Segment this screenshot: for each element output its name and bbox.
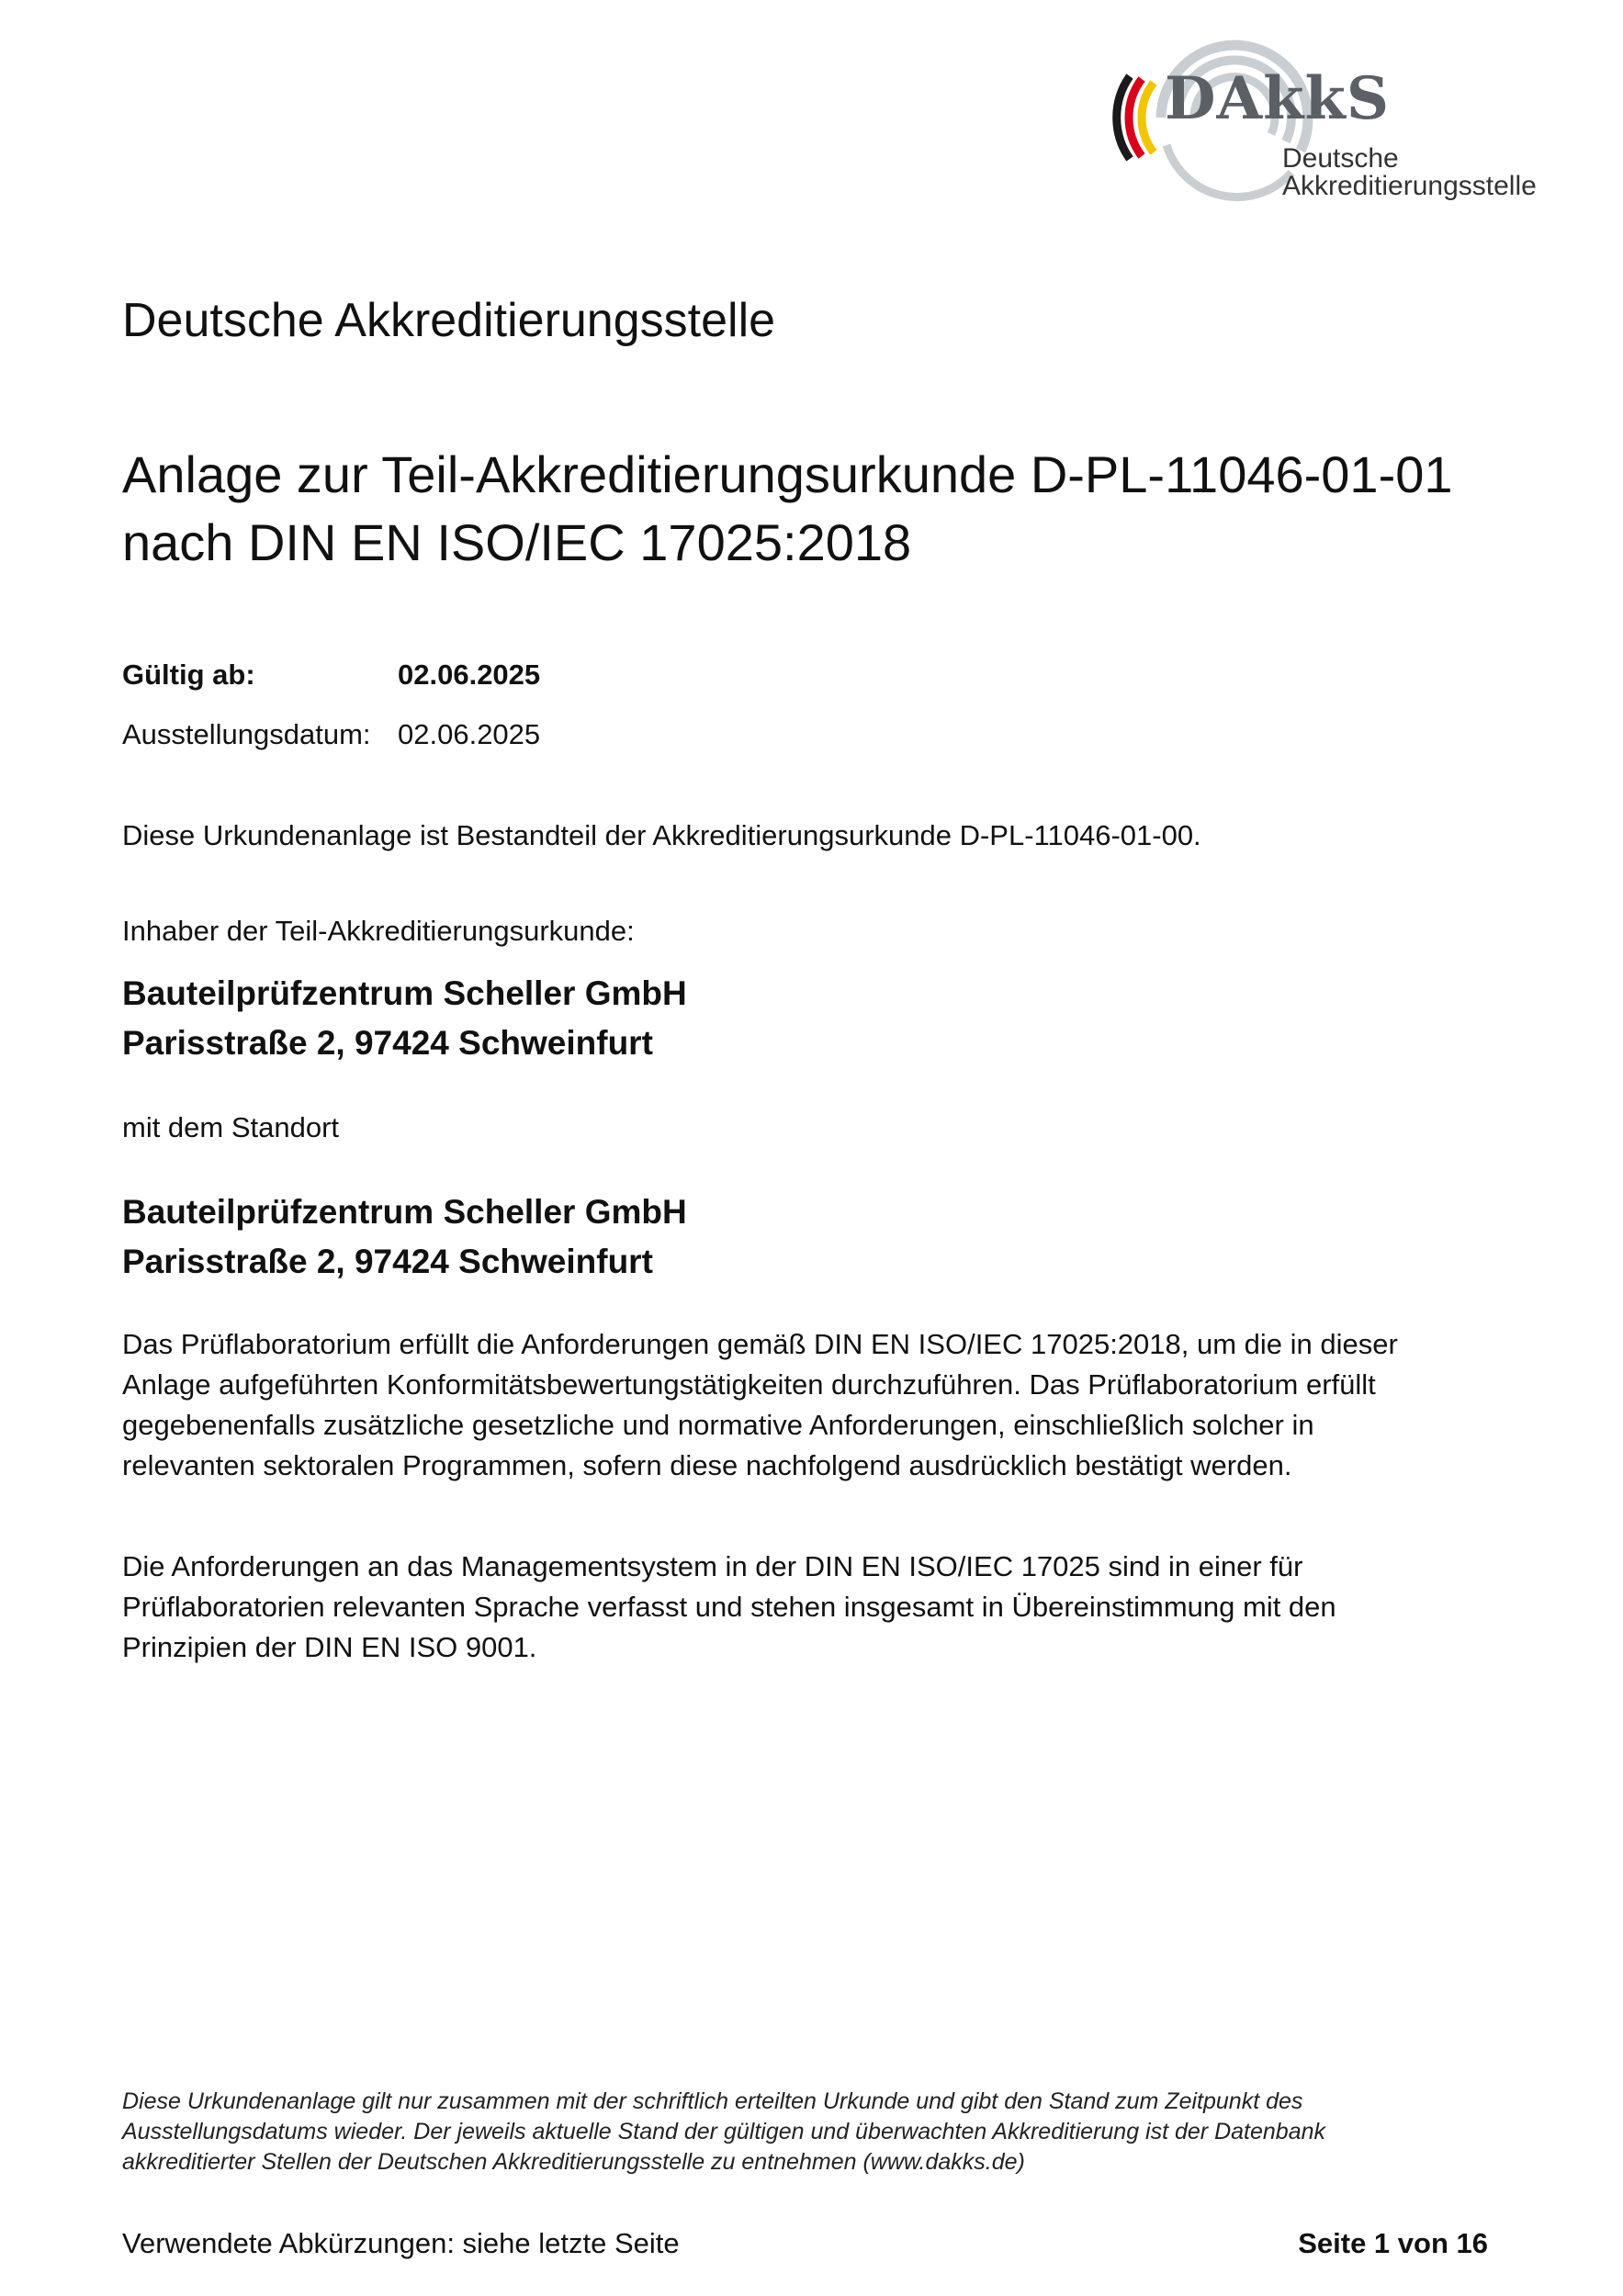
issue-date-label: Ausstellungsdatum: [122, 718, 371, 750]
site-name: Bauteilprüfzentrum Scheller GmbH [122, 1193, 687, 1231]
footer-disclaimer [122, 2087, 1500, 2178]
logo-wordmark: DAkkS [1165, 64, 1391, 133]
paragraph-line: Prüflaboratorien relevanten Sprache verfasst und stehen insgesamt in Übereinstimmung mit den [122, 1591, 1336, 1623]
organization-heading: Deutsche Akkreditierungsstelle [122, 294, 776, 347]
paragraph-line: Anlage aufgeführten Konformitätsbewertungstätigkeiten durchzuführen. Das Prüflaboratorium erfüllt [122, 1368, 1376, 1401]
holder-address: Parisstraße 2, 97424 Schweinfurt [122, 1024, 653, 1062]
valid-from-value: 02.06.2025 [398, 658, 541, 691]
paragraph-line: gegebenenfalls zusätzliche gesetzliche und normative Anforderungen, einschließlich solcher in [122, 1409, 1314, 1441]
paragraph-line: Die Anforderungen an das Managementsystem in der DIN EN ISO/IEC 17025 sind in einer für [122, 1550, 1303, 1582]
title-line-1: Anlage zur Teil-Akkreditierungsurkunde D-PL-11046-01-01 [122, 445, 1453, 503]
footer-note-line: Diese Urkundenanlage gilt nur zusammen mit der schriftlich erteilten Urkunde und gibt den Stand zum Zeitpunkt des [122, 2088, 1303, 2114]
valid-from-label: Gültig ab: [122, 658, 255, 691]
issue-date-value: 02.06.2025 [398, 718, 541, 750]
abbreviations-note: Verwendete Abkürzungen: siehe letzte Seite [122, 2227, 680, 2259]
document-title [122, 441, 1555, 577]
intro-text: Diese Urkundenanlage ist Bestandteil der Akkreditierungsurkunde D-PL-11046-01-00. [122, 819, 1201, 851]
logo-subtitle-line2: Akkreditierungsstelle [1282, 171, 1537, 201]
footer-note-line: akkreditierter Stellen der Deutschen Akkreditierungsstelle zu entnehmen (www.dakks.de) [122, 2149, 1025, 2175]
holder-label: Inhaber der Teil-Akkreditierungsurkunde: [122, 915, 635, 947]
paragraph-line: relevanten sektoralen Programmen, sofern diese nachfolgend ausdrücklich bestätigt werden. [122, 1449, 1292, 1481]
paragraph-line: Das Prüflaboratorium erfüllt die Anforderungen gemäß DIN EN ISO/IEC 17025:2018, um die in dieser [122, 1328, 1398, 1360]
holder-name: Bauteilprüfzentrum Scheller GmbH [122, 974, 687, 1012]
title-line-2: nach DIN EN ISO/IEC 17025:2018 [122, 513, 912, 571]
footer-note-line: Ausstellungsdatums wieder. Der jeweils aktuelle Stand der gültigen und überwachten Akkreditierung ist der Datenbank [122, 2119, 1325, 2144]
dakks-logo [1102, 26, 1543, 209]
conformity-paragraph [122, 1324, 1500, 1486]
logo-subtitle-line1: Deutsche [1282, 143, 1399, 174]
site-address: Parisstraße 2, 97424 Schweinfurt [122, 1243, 653, 1280]
site-label: mit dem Standort [122, 1111, 340, 1143]
page-indicator: Seite 1 von 16 [1298, 2227, 1488, 2259]
paragraph-line: Prinzipien der DIN EN ISO 9001. [122, 1631, 537, 1663]
management-system-paragraph [122, 1547, 1500, 1668]
